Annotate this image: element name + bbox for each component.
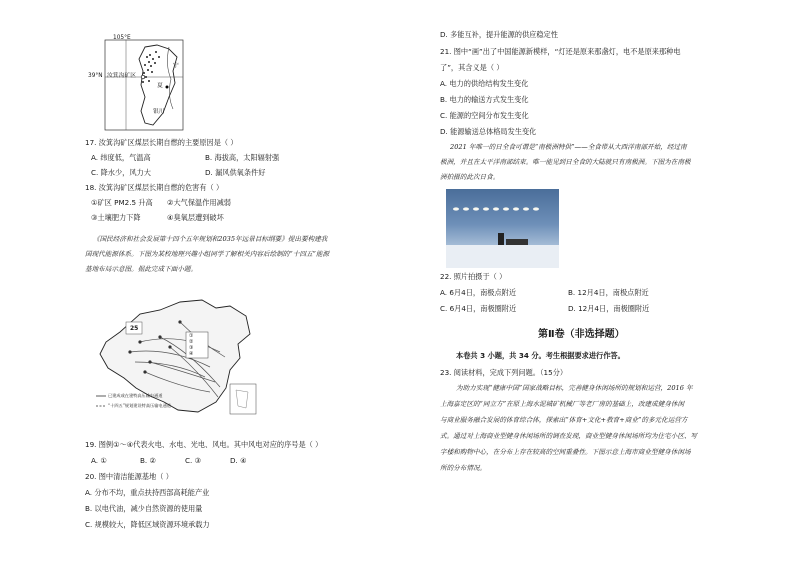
passage1-line-3: 基地布局示意图。据此完成下面小题。 <box>85 265 198 273</box>
map2-corner-label: 25 <box>130 325 139 332</box>
q22-option-b[interactable]: B. 12月4日，南极点附近 <box>568 288 649 297</box>
mine-marker <box>141 75 145 79</box>
energy-base-map <box>90 292 265 432</box>
q20-option-d[interactable]: D. 多能互补，提升能源的供应稳定性 <box>440 30 558 39</box>
q17-option-c[interactable]: C. 降水少，风力大 <box>91 168 151 177</box>
map2-key-built: 已建成或在建特高压输电通道 <box>108 393 163 398</box>
map2-legend-4: ④ <box>189 351 194 357</box>
q18-item-2: ②大气保温作用减弱 <box>167 198 231 207</box>
q19-option-a[interactable]: A. ① <box>91 456 107 465</box>
q22-option-a[interactable]: A. 6月4日，南极点附近 <box>440 288 517 297</box>
passage1-line-1: 《国民经济和社会发展第十四个五年规划和2035年远景目标纲要》提出要构建我 <box>93 235 328 243</box>
q22-option-d[interactable]: D. 12月4日，南极圈附近 <box>568 304 650 313</box>
passage2-line-3: 洲拍摄的此次日食。 <box>440 173 500 181</box>
q19-option-c[interactable]: C. ③ <box>185 456 202 465</box>
left-column <box>85 0 385 562</box>
q21-option-b[interactable]: B. 电力的输送方式发生变化 <box>440 95 529 104</box>
q19-option-b[interactable]: B. ② <box>140 456 156 465</box>
q22-stem: 22. 照片拍摄于（ ） <box>440 272 507 281</box>
q17-option-d[interactable]: D. 漏风供氧条件好 <box>205 168 266 177</box>
q23-line-1: 为助力实现“健康中国”国家战略目标，完善健身休闲场所的规划和运营，2016 年 <box>456 384 693 392</box>
q23-line-5: 字楼和购物中心，在分布上存在较高的空间重叠性。下图示意上海市商业型健身休闲场 <box>440 448 691 456</box>
map-frame <box>105 40 183 130</box>
q21-option-d[interactable]: D. 能源输送总体格局发生变化 <box>440 127 537 136</box>
map2-legend-3: ③ <box>189 345 194 351</box>
eclipse-sequence <box>453 207 539 210</box>
q18-stem: 18. 汝箕沟矿区煤层长期自燃的危害有（ ） <box>85 183 224 192</box>
q20-option-a[interactable]: A. 分布不均，重点扶持西部高耗能产业 <box>85 488 210 497</box>
mine-location-map <box>85 35 195 133</box>
mine-label: 汝箕沟矿区 <box>107 73 136 79</box>
q22-option-c[interactable]: C. 6月4日，南极圈附近 <box>440 304 517 313</box>
map2-key-planned: “十四五”规划建设特高压输电通道 <box>108 403 171 408</box>
longitude-label: 105°E <box>113 35 131 41</box>
eclipse-photo <box>446 189 559 268</box>
q19-option-d[interactable]: D. ④ <box>230 456 247 465</box>
map2-legend-2: ② <box>189 339 194 345</box>
observer-silhouette <box>498 233 504 245</box>
map2-legend-1: ① <box>189 333 194 339</box>
latitude-label: 39°N <box>88 73 103 79</box>
station-silhouette <box>506 239 528 245</box>
q18-item-1: ①矿区 PM2.5 升高 <box>91 198 153 207</box>
q21-stem: 21. 图中“画”出了中国能源新模样，“灯还是原来那盏灯，电不是原来那种电 <box>440 47 681 56</box>
q21-option-a[interactable]: A. 电力的供给结构发生变化 <box>440 79 529 88</box>
region-label-ning: 宁 <box>173 63 179 69</box>
passage1-line-2: 国现代能源体系。下图为某校地理兴趣小组同学了解相关内容后绘制的“十四五”能源 <box>85 250 330 258</box>
q23-line-2: 上海嘉定区的“同立方”在原上海水泥城矿机械厂等老厂房的基础上，改建成健身休闲 <box>440 400 685 408</box>
section2-title: 第Ⅱ卷（非选择题） <box>538 329 625 340</box>
q18-item-4: ④臭氧层遭到破坏 <box>167 213 224 222</box>
q23-line-3: 与商业服务融合发展的体育综合体，探索出“体育+文化+教育+商业”的多元化运营方 <box>440 416 688 424</box>
passage2-line-1: 2021 年唯一的日全食可谓是“南极洲特供”——全食带从大西洋南部开始，经过南 <box>450 143 687 151</box>
q23-line-4: 式。通过对上海商业型健身休闲场所的调查发现，商业型健身休闲场所均为住宅小区、写 <box>440 432 698 440</box>
q17-option-a[interactable]: A. 纬度低，气温高 <box>91 153 151 162</box>
q21-stem-2: 了”，其含义是（ ） <box>440 63 504 72</box>
q20-stem: 20. 图中清洁能源基地（ ） <box>85 472 173 481</box>
q19-stem: 19. 图例①～④代表火电、水电、光电、风电。其中风电对应的序号是（ ） <box>85 440 323 449</box>
south-sea-inset <box>230 384 256 414</box>
q17-stem: 17. 汝箕沟矿区煤层长期自燃的主要原因是（ ） <box>85 138 238 147</box>
region-label-yinchuan: 银川 <box>153 109 165 115</box>
section2-note: 本卷共 3 小题，共 34 分。考生根据要求进行作答。 <box>456 351 625 360</box>
snow-ground <box>446 245 559 268</box>
yinchuan-marker <box>166 86 169 89</box>
q20-option-c[interactable]: C. 规模较大，降低区域资源环境承载力 <box>85 520 210 529</box>
q21-option-c[interactable]: C. 能源的空间分布发生变化 <box>440 111 529 120</box>
q17-option-b[interactable]: B. 海拔高，太阳辐射强 <box>205 153 280 162</box>
right-column <box>440 0 770 562</box>
q18-item-3: ③土壤肥力下降 <box>91 213 141 222</box>
q23-line-6: 所的分布情况。 <box>440 464 487 472</box>
q23-stem: 23. 阅读材料，完成下列问题。（15分） <box>440 368 568 377</box>
q20-option-b[interactable]: B. 以电代油，减少自然资源的使用量 <box>85 504 203 513</box>
passage2-line-2: 极洲，并且在太平洋南部结束。唯一能见到日全食的大陆就只有南极洲。下图为在南极 <box>440 158 691 166</box>
region-label-xia: 夏 <box>157 83 163 89</box>
